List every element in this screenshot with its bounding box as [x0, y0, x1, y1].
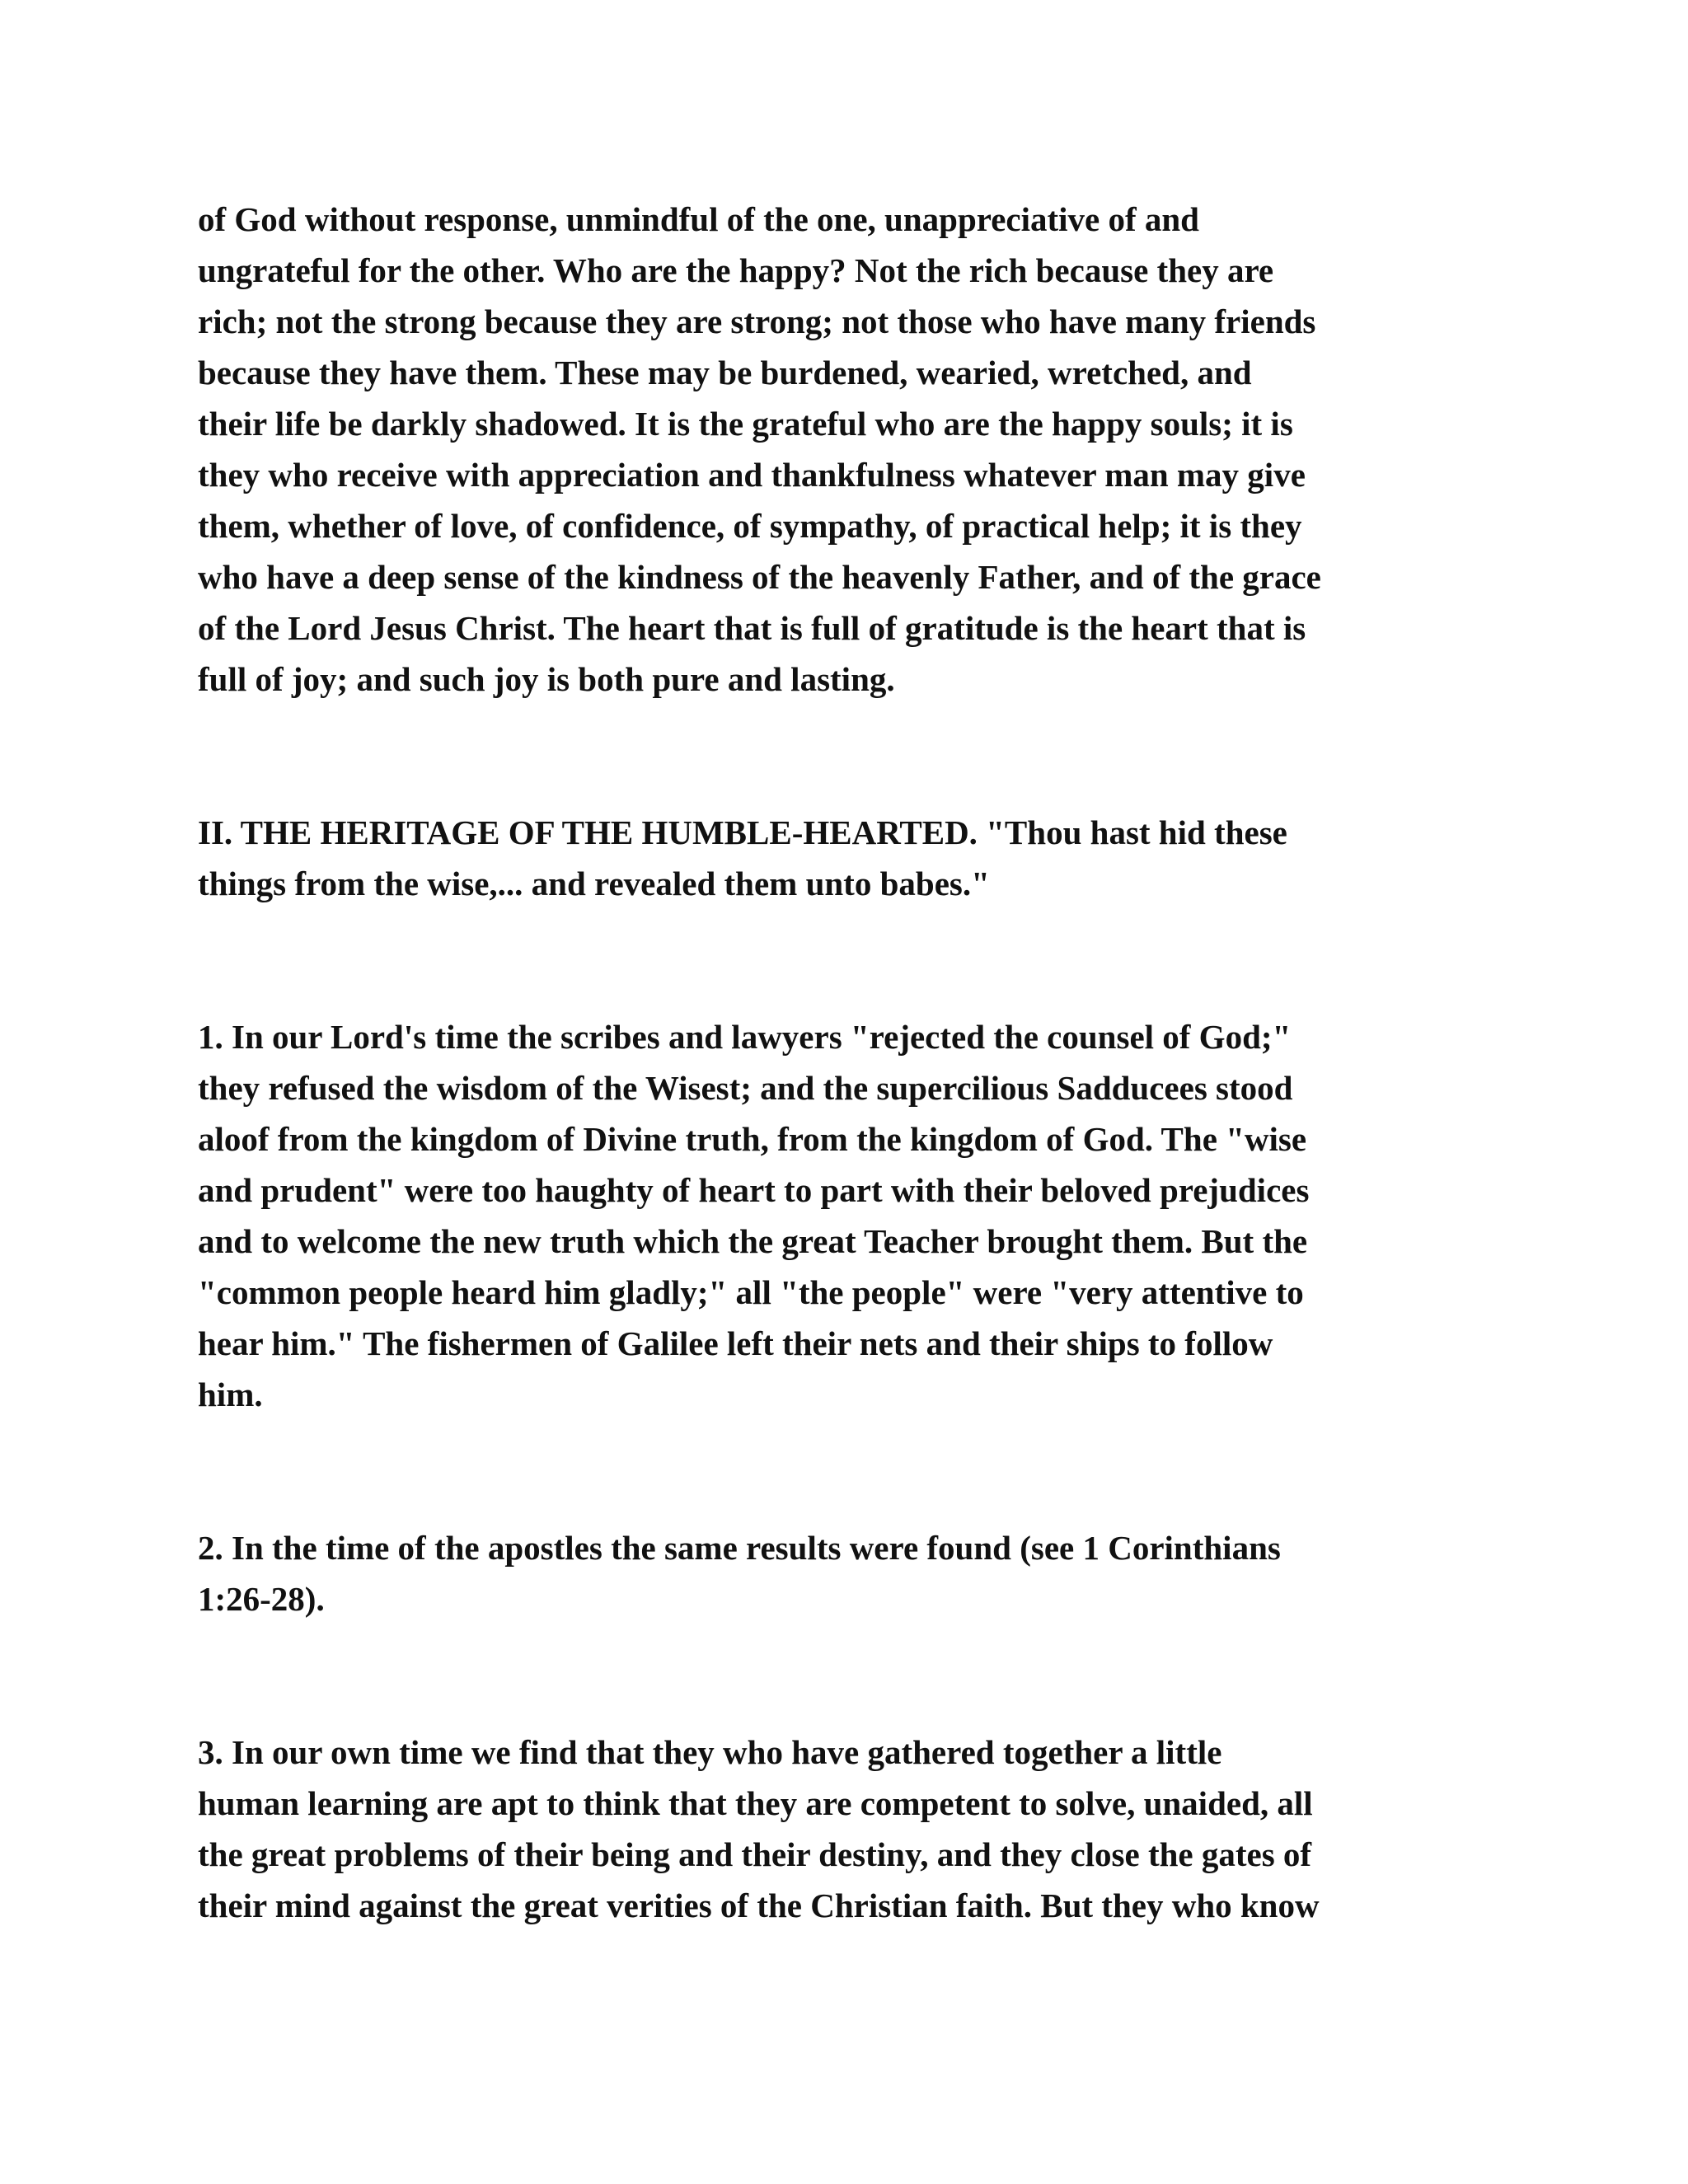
text-line: and to welcome the new truth which the great Teacher brought them. But the [198, 1222, 1308, 1260]
text-line: the great problems of their being and their destiny, and they close the gates of [198, 1835, 1312, 1873]
text-line: 1. In our Lord's time the scribes and lawyers "rejected the counsel of God;" [198, 1018, 1292, 1056]
text-line: them, whether of love, of confidence, of sympathy, of practical help; it is they [198, 507, 1302, 545]
document-body [198, 194, 1500, 1931]
text-line: human learning are apt to think that they are competent to solve, unaided, all [198, 1784, 1313, 1822]
text-line: things from the wise,... and revealed them unto babes." [198, 865, 990, 902]
paragraph-point-3 [198, 1727, 1500, 1931]
text-line: II. THE HERITAGE OF THE HUMBLE-HEARTED. "Thou hast hid these [198, 813, 1287, 851]
paragraph-gratitude [198, 194, 1500, 705]
text-line: "common people heard him gladly;" all "the people" were "very attentive to [198, 1273, 1304, 1311]
text-line: they who receive with appreciation and thankfulness whatever man may give [198, 456, 1306, 494]
text-line: hear him." The fishermen of Galilee left their nets and their ships to follow [198, 1324, 1273, 1362]
text-line: who have a deep sense of the kindness of the heavenly Father, and of the grace [198, 558, 1321, 596]
paragraph-point-2 [198, 1522, 1500, 1624]
text-line: their mind against the great verities of the Christian faith. But they who know [198, 1886, 1320, 1924]
text-line: 1:26-28). [198, 1580, 325, 1618]
paragraph-point-1 [198, 1011, 1500, 1420]
text-line: 3. In our own time we find that they who have gathered together a little [198, 1733, 1222, 1771]
text-line: of the Lord Jesus Christ. The heart that is full of gratitude is the heart that is [198, 609, 1306, 647]
text-line: full of joy; and such joy is both pure and lasting. [198, 660, 895, 698]
text-line: of God without response, unmindful of the one, unappreciative of and [198, 200, 1199, 238]
text-line: ungrateful for the other. Who are the happy? Not the rich because they are [198, 251, 1274, 289]
text-line: him. [198, 1376, 263, 1413]
text-line: because they have them. These may be burdened, wearied, wretched, and [198, 354, 1252, 391]
text-line: they refused the wisdom of the Wisest; and the supercilious Sadducees stood [198, 1069, 1293, 1107]
text-line: their life be darkly shadowed. It is the grateful who are the happy souls; it is [198, 405, 1293, 443]
text-line: aloof from the kingdom of Divine truth, from the kingdom of God. The "wise [198, 1120, 1307, 1158]
section-heading-humble-hearted [198, 807, 1500, 909]
text-line: and prudent" were too haughty of heart to part with their beloved prejudices [198, 1171, 1310, 1209]
text-line: 2. In the time of the apostles the same results were found (see 1 Corinthians [198, 1529, 1281, 1567]
text-line: rich; not the strong because they are strong; not those who have many friends [198, 302, 1316, 340]
